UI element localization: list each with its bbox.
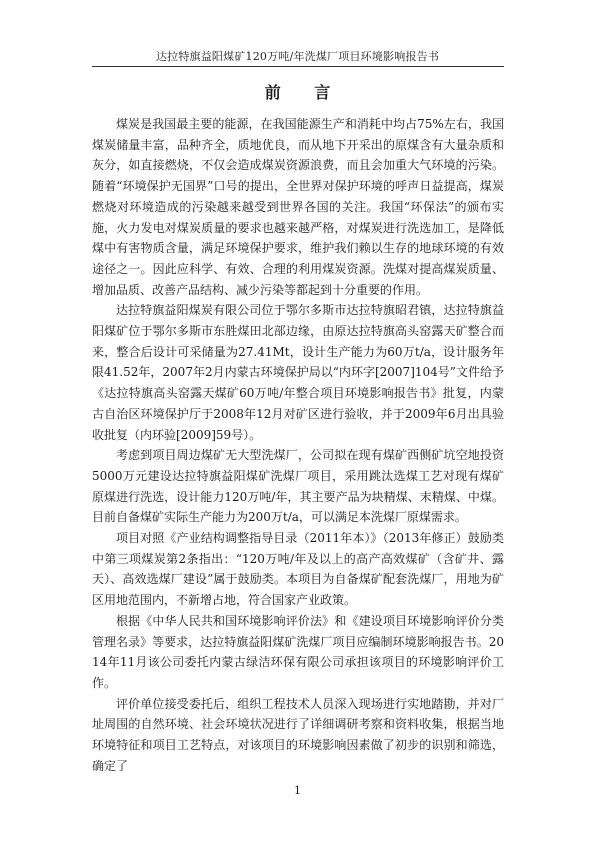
- paragraph-industrial-policy: 项目对照《产业结构调整指导目录（2011年本）》（2013年修正）鼓励类中第三项煤炭第2条指出：“120万吨/年及以上的高产高效煤矿（含矿井、露天）、高效选煤厂建设”属于鼓励类。本项目为自备煤矿配套洗煤厂，用地为矿区用地范围内，不新增占地，符合国家产业政策。: [92, 531, 504, 608]
- paragraph-eia-commission: 根据《中华人民共和国环境影响评价法》和《建设项目环境影响评价分类管理名录》等要求，达拉特旗益阳煤矿洗煤厂项目应编制环境影响报告书。2014年11月该公司委托内蒙古绿洁环保有限公司承担该项目的环境影响评价工作。: [92, 613, 504, 690]
- section-title: 前 言: [264, 83, 345, 102]
- page-number: 1: [294, 784, 301, 797]
- paragraph-assessment-work: 评价单位接受委托后，组织工程技术人员深入现场进行实地踏勘，并对厂址周围的自然环境、社会环境状况进行了详细调研考察和资料收集，根据当地环境特征和项目工艺特点，对该项目的环境影响因素做了初步的识别和筛选，确定了: [92, 696, 504, 773]
- running-header: 达拉特旗益阳煤矿120万吨/年洗煤厂项目环境影响报告书: [155, 50, 440, 63]
- paragraph-coal-background: 煤炭是我国最主要的能源，在我国能源生产和消耗中均占75%左右，我国煤炭储量丰富，品种齐全，质地优良，而从地下开采出的原煤含有大量杂质和灰分，如直接燃烧，不仅会造成煤炭资源浪费，而且会加重大气环境的污染。随着“环境保护无国界”口号的提出，全世界对保护环境的呼声日益提高，煤炭燃烧对环境造成的污染越来越受到世界各国的关注。我国“环保法”的颁布实施，火力发电对煤炭质量的要求也越来越严格，对煤炭进行洗选加工，是降低煤中有害物质含量，满足环境保护要求，维护我们赖以生存的地球环境的有效途径之一。因此应科学、有效、合理的利用煤炭资源。洗煤对提高煤炭质量、增加品质、改善产品结构、减少污染等都起到十分重要的作用。: [92, 117, 504, 297]
- paragraph-project-plan: 考虑到项目周边煤矿无大型洗煤厂，公司拟在现有煤矿西侧矿坑空地投资5000万元建设达拉特旗益阳煤矿洗煤厂项目，采用跳汰选煤工艺对现有煤矿原煤进行洗选，设计能力120万吨/年，其主要产品为块精煤、末精煤、中煤。目前自备煤矿实际生产能力为200万t/a，可以满足本洗煤厂原煤需求。: [92, 448, 504, 525]
- header-divider: [92, 66, 504, 67]
- paragraph-company-profile: 达拉特旗益阳煤炭有限公司位于鄂尔多斯市达拉特旗昭君镇，达拉特旗益阳煤矿位于鄂尔多斯市东胜煤田北部边缘，由原达拉特旗高头窑露天矿整合而来，整合后设计可采储量为27.41Mt，设计生产能力为60万t/a，设计服务年限41.52年，2007年2月内蒙古环境保护局以“内环字[2007]104号”文件给予《达拉特旗高头窑露天煤矿60万吨/年整合项目环境影响报告书》批复，内蒙古自治区环境保护厅于2008年12月对矿区进行验收，并于2009年6月出具验收批复（内环验[2009]59号）。: [92, 303, 504, 442]
- body-text: [92, 114, 504, 777]
